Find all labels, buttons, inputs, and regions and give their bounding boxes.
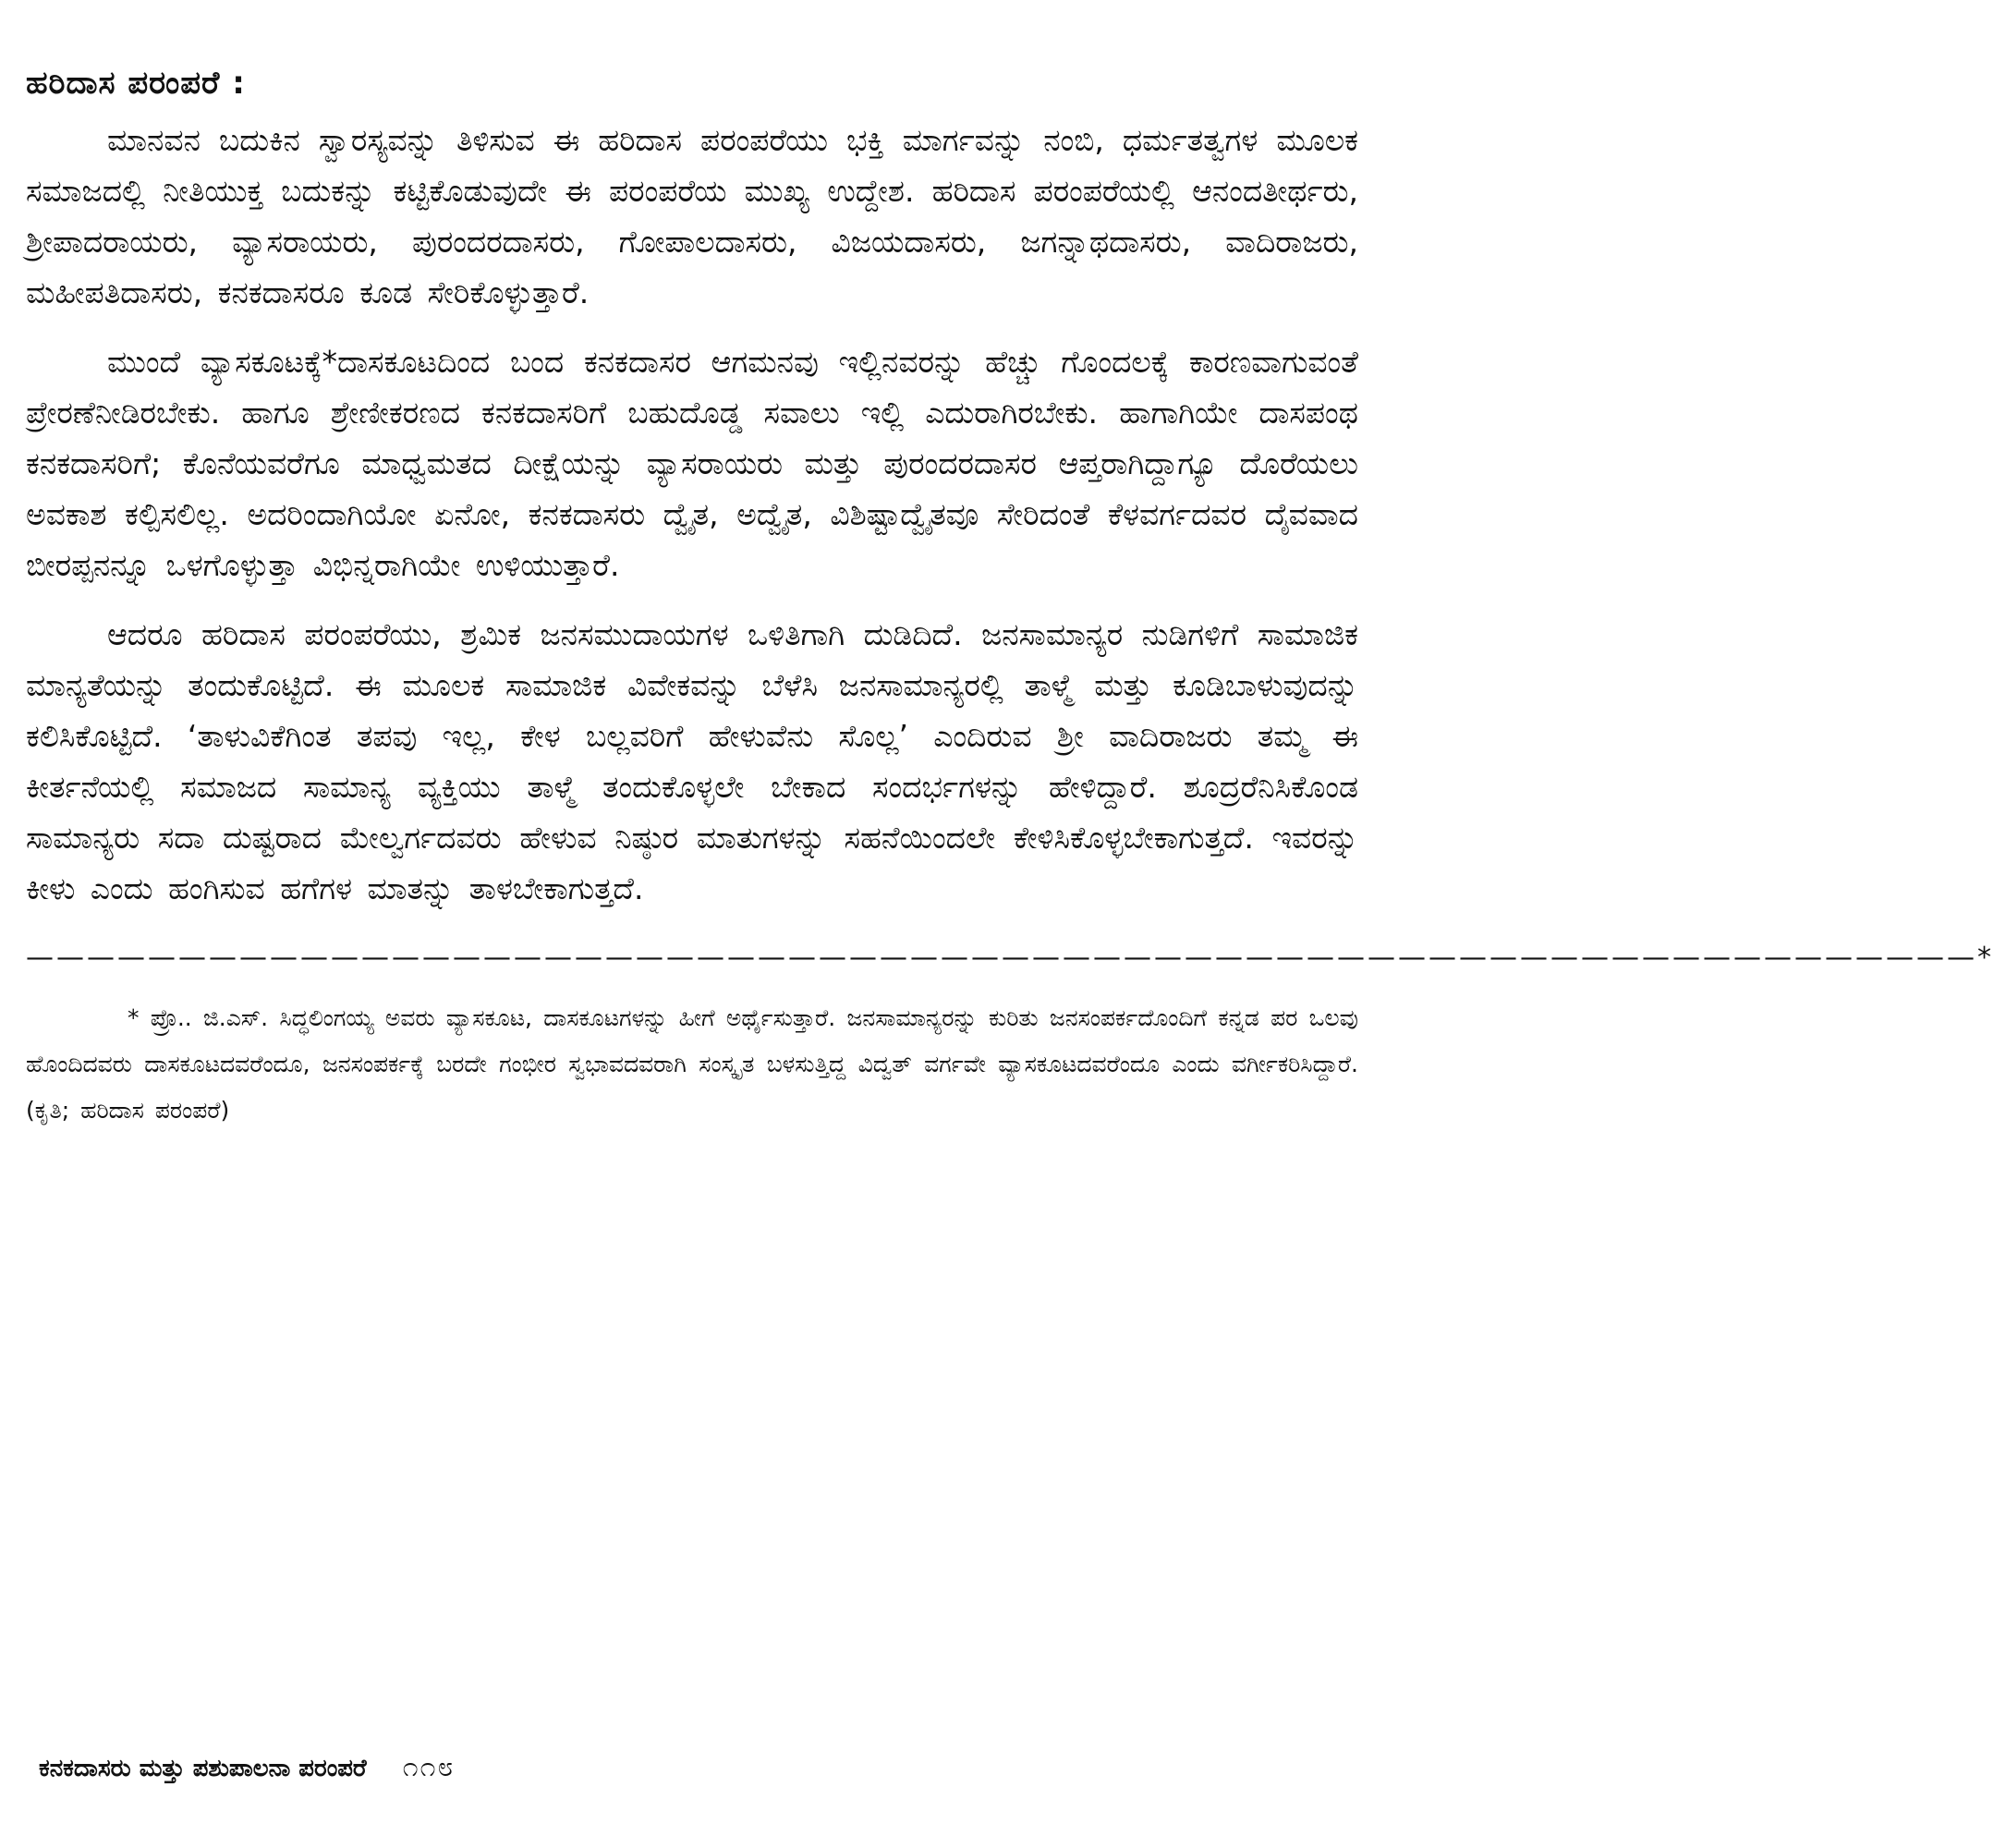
- footnote-separator: ————————————————————————————————————————————————————————————————*: [26, 942, 1994, 974]
- document-page: [26, 65, 1994, 1820]
- section-heading: ಹರಿದಾಸ ಪರಂಪರೆ :: [26, 65, 246, 102]
- paragraph-2: ಮುಂದೆ ವ್ಯಾಸಕೂಟಕ್ಕೆ*ದಾಸಕೂಟದಿಂದ ಬಂದ ಕನಕದಾಸರ ಆಗಮನವು ಇಲ್ಲಿನವರನ್ನು ಹೆಚ್ಚು ಗೊಂದಲಕ್ಕೆ ಕಾರಣವಾಗುವಂತೆ ಪ್ರೇರಣೆನೀಡಿರಬೇಕು. ಹಾಗೂ ಶ್ರೇಣೀಕರಣದ ಕನಕದಾಸರಿಗೆ ಬಹುದೊಡ್ಡ ಸವಾಲು ಇಲ್ಲಿ ಎದುರಾಗಿರಬೇಕು. ಹಾಗಾಗಿಯೇ ದಾಸಪಂಥ ಕನಕದಾಸರಿಗೆ; ಕೊನೆಯವರೆಗೂ ಮಾಧ್ವಮತದ ದೀಕ್ಷೆಯನ್ನು ವ್ಯಾಸರಾಯರು ಮತ್ತು ಪುರಂದರದಾಸರ ಆಪ್ತರಾಗಿದ್ದಾಗ್ಯೂ ದೊರೆಯಲು ಅವಕಾಶ ಕಲ್ಪಿಸಲಿಲ್ಲ. ಅದರಿಂದಾಗಿಯೋ ಏನೋ, ಕನಕದಾಸರು ದ್ವೈತ, ಅದ್ವೈತ, ವಿಶಿಷ್ಟಾದ್ವೈತವೂ ಸೇರಿದಂತೆ ಕೆಳವರ್ಗದವರ ದೈವವಾದ ಬೀರಪ್ಪನನ್ನೂ ಒಳಗೊಳ್ಳುತ್ತಾ ವಿಭಿನ್ನರಾಗಿಯೇ ಉಳಿಯುತ್ತಾರೆ.: [26, 344, 1358, 583]
- paragraph-3: ಆದರೂ ಹರಿದಾಸ ಪರಂಪರೆಯು, ಶ್ರಮಿಕ ಜನಸಮುದಾಯಗಳ ಒಳಿತಿಗಾಗಿ ದುಡಿದಿದೆ. ಜನಸಾಮಾನ್ಯರ ನುಡಿಗಳಿಗೆ ಸಾಮಾಜಿಕ ಮಾನ್ಯತೆಯನ್ನು ತಂದುಕೊಟ್ಟಿದೆ. ಈ ಮೂಲಕ ಸಾಮಾಜಿಕ ವಿವೇಕವನ್ನು ಬೆಳೆಸಿ ಜನಸಾಮಾನ್ಯರಲ್ಲಿ ತಾಳ್ಮೆ ಮತ್ತು ಕೂಡಿಬಾಳುವುದನ್ನು ಕಲಿಸಿಕೊಟ್ಟಿದೆ. ‘ತಾಳುವಿಕೆಗಿಂತ ತಪವು ಇಲ್ಲ, ಕೇಳ ಬಲ್ಲವರಿಗೆ ಹೇಳುವೆನು ಸೊಲ್ಲ’ ಎಂದಿರುವ ಶ್ರೀ ವಾದಿರಾಜರು ತಮ್ಮ ಈ ಕೀರ್ತನೆಯಲ್ಲಿ ಸಮಾಜದ ಸಾಮಾನ್ಯ ವ್ಯಕ್ತಿಯು ತಾಳ್ಮೆ ತಂದುಕೊಳ್ಳಲೇ ಬೇಕಾದ ಸಂದರ್ಭಗಳನ್ನು ಹೇಳಿದ್ದಾರೆ. ಶೂದ್ರರೆನಿಸಿಕೊಂಡ ಸಾಮಾನ್ಯರು ಸದಾ ದುಷ್ಟರಾದ ಮೇಲ್ವರ್ಗದವರು ಹೇಳುವ ನಿಷ್ಠುರ ಮಾತುಗಳನ್ನು ಸಹನೆಯಿಂದಲೇ ಕೇಳಿಸಿಕೊಳ್ಳಬೇಕಾಗುತ್ತದೆ. ಇವರನ್ನು ಕೀಳು ಎಂದು ಹಂಗಿಸುವ ಹಗೆಗಳ ಮಾತನ್ನು ತಾಳಬೇಕಾಗುತ್ತದೆ.: [26, 616, 1358, 906]
- page-number: ೧೧೮: [402, 1751, 456, 1783]
- footer-title: ಕನಕದಾಸರು ಮತ್ತು ಪಶುಪಾಲನಾ ಪರಂಪರೆ: [39, 1755, 367, 1782]
- footnote: * ಪ್ರೊ.. ಜಿ.ಎಸ್. ಸಿದ್ಧಲಿಂಗಯ್ಯ ಅವರು ವ್ಯಾಸಕೂಟ, ದಾಸಕೂಟಗಳನ್ನು ಹೀಗೆ ಅರ್ಥೈಸುತ್ತಾರೆ. ಜನಸಾಮಾನ್ಯರನ್ನು ಕುರಿತು ಜನಸಂಪರ್ಕದೊಂದಿಗೆ ಕನ್ನಡ ಪರ ಒಲವು ಹೊಂದಿದವರು ದಾಸಕೂಟದವರೆಂದೂ, ಜನಸಂಪರ್ಕಕ್ಕೆ ಬರದೇ ಗಂಭೀರ ಸ್ವಭಾವದವರಾಗಿ ಸಂಸ್ಕೃತ ಬಳಸುತ್ತಿದ್ದ ವಿದ್ವತ್ ವರ್ಗವೇ ವ್ಯಾಸಕೂಟದವರೆಂದೂ ಎಂದು ವರ್ಗೀಕರಿಸಿದ್ದಾರೆ. (ಕೃತಿ; ಹರಿದಾಸ ಪರಂಪರೆ): [26, 1004, 1358, 1124]
- page-footer: [39, 1751, 455, 1783]
- paragraph-1: ಮಾನವನ ಬದುಕಿನ ಸ್ವಾರಸ್ಯವನ್ನು ತಿಳಿಸುವ ಈ ಹರಿದಾಸ ಪರಂಪರೆಯು ಭಕ್ತಿ ಮಾರ್ಗವನ್ನು ನಂಬಿ, ಧರ್ಮತತ್ವಗಳ ಮೂಲಕ ಸಮಾಜದಲ್ಲಿ ನೀತಿಯುಕ್ತ ಬದುಕನ್ನು ಕಟ್ಟಿಕೊಡುವುದೇ ಈ ಪರಂಪರೆಯ ಮುಖ್ಯ ಉದ್ದೇಶ. ಹರಿದಾಸ ಪರಂಪರೆಯಲ್ಲಿ ಆನಂದತೀರ್ಥರು, ಶ್ರೀಪಾದರಾಯರು, ವ್ಯಾಸರಾಯರು, ಪುರಂದರದಾಸರು, ಗೋಪಾಲದಾಸರು, ವಿಜಯದಾಸರು, ಜಗನ್ನಾಥದಾಸರು, ವಾದಿರಾಜರು, ಮಹೀಪತಿದಾಸರು, ಕನಕದಾಸರೂ ಕೂಡ ಸೇರಿಕೊಳ್ಳುತ್ತಾರೆ.: [26, 122, 1358, 310]
